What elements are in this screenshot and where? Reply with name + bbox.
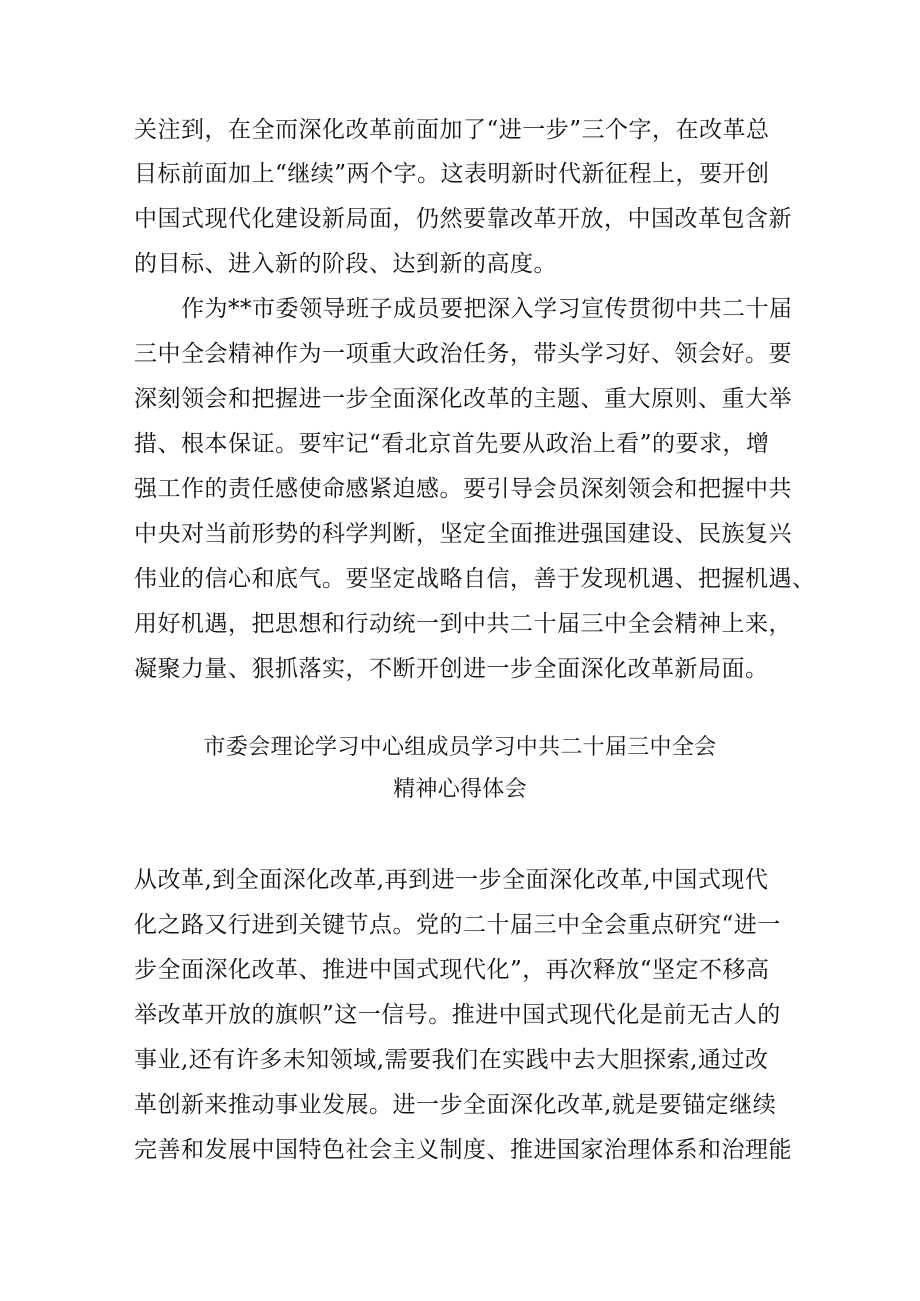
paragraph-line: 强工作的责任感使命感紧迫感。要引导会员深刻领会和把握中共 xyxy=(134,476,792,502)
paragraph-line: 革创新来推动事业发展。进一步全面深化改革,就是要锚定继续 xyxy=(134,1092,777,1118)
paragraph-line: 举改革开放的旗帜”这一信号。推进中国式现代化是前无古人的 xyxy=(134,1002,781,1028)
paragraph-line: 关注到，在全而深化改革前面加了“进一步”三个字，在改革总 xyxy=(134,117,770,143)
paragraph-line: 作为**市委领导班子成员要把深入学习宣传贯彻中共二十届 xyxy=(181,296,793,322)
section-title: 精神心得体会 xyxy=(393,777,527,802)
paragraph-line: 伟业的信心和底气。要坚定战略自信，善于发现机遇、把握机遇、 xyxy=(134,566,816,592)
paragraph-line: 用好机遇，把思想和行动统一到中共二十届三中全会精神上来， xyxy=(134,611,792,637)
paragraph-line: 三中全会精神作为一项重大政治任务，带头学习好、领会好。要 xyxy=(134,341,792,367)
paragraph-line: 凝聚力量、狠抓落实，不断开创进一步全面深化改革新局面。 xyxy=(134,656,769,682)
paragraph-line: 从改革,到全面深化改革,再到进一步全面深化改革,中国式现代 xyxy=(134,867,769,893)
paragraph-line: 完善和发展中国特色社会主义制度、推进国家治理体系和治理能 xyxy=(134,1137,792,1163)
paragraph-line: 的目标、进入新的阶段、达到新的高度。 xyxy=(134,251,557,277)
paragraph-line: 化之路又行进到关键节点。党的二十届三中全会重点研究“进一 xyxy=(134,912,781,938)
paragraph-line: 深刻领会和把握进一步全面深化改革的主题、重大原则、重大举 xyxy=(134,386,792,412)
section-title: 市委会理论学习中心组成员学习中共二十届三中全会 xyxy=(203,735,717,760)
paragraph-line: 措、根本保证。要牢记“看北京首先要从政治上看”的要求，增 xyxy=(134,431,770,457)
paragraph-line: 事业,还有许多未知领域,需要我们在实践中去大胆探索,通过改 xyxy=(134,1047,769,1073)
paragraph-line: 步全面深化改革、推进中国式现代化”，再次释放“坚定不移高 xyxy=(134,957,770,983)
paragraph-line: 目标前面加上“继续”两个字。这表明新时代新征程上，要开创 xyxy=(134,161,770,187)
paragraph-line: 中央对当前形势的科学判断，坚定全面推进强国建设、民族复兴 xyxy=(134,521,792,547)
paragraph-line: 中国式现代化建设新局面，仍然要靠改革开放，中国改革包含新 xyxy=(134,206,792,232)
